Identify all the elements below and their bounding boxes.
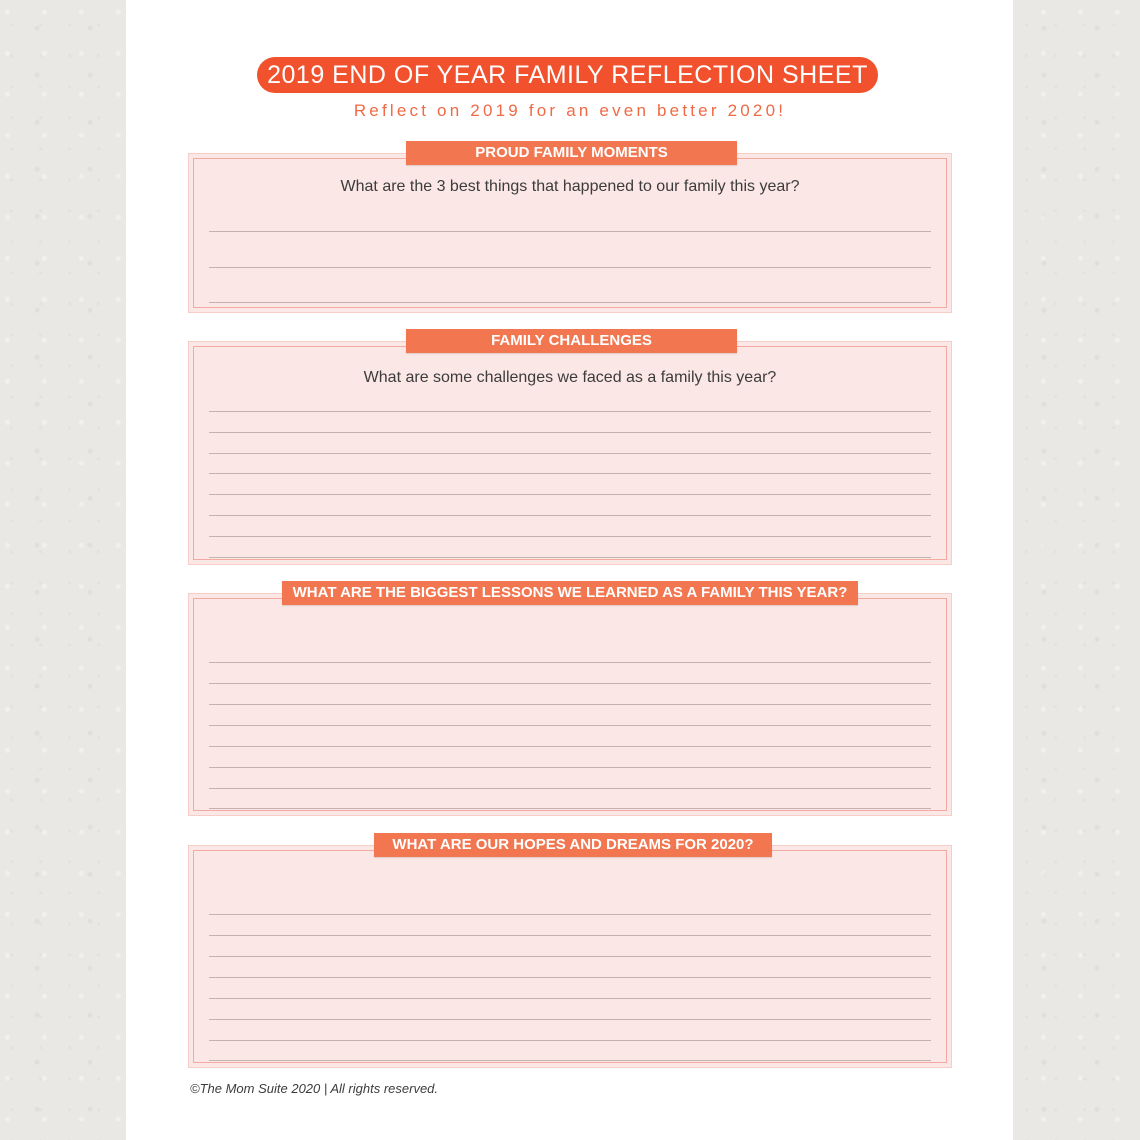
writing-line[interactable] xyxy=(209,914,931,915)
section-heading: FAMILY CHALLENGES xyxy=(406,329,737,353)
page-title: 2019 END OF YEAR FAMILY REFLECTION SHEET xyxy=(257,57,878,93)
writing-line[interactable] xyxy=(209,767,931,768)
writing-line[interactable] xyxy=(209,515,931,516)
writing-line[interactable] xyxy=(209,536,931,537)
writing-line[interactable] xyxy=(209,453,931,454)
section-heading: WHAT ARE OUR HOPES AND DREAMS FOR 2020? xyxy=(374,833,772,857)
writing-line[interactable] xyxy=(209,683,931,684)
copyright-footer: ©The Mom Suite 2020 | All rights reserved. xyxy=(190,1081,439,1096)
writing-line[interactable] xyxy=(209,557,931,558)
writing-line[interactable] xyxy=(209,808,931,809)
writing-line[interactable] xyxy=(209,231,931,232)
writing-line[interactable] xyxy=(209,1060,931,1061)
writing-line[interactable] xyxy=(209,977,931,978)
writing-line[interactable] xyxy=(209,411,931,412)
writing-line[interactable] xyxy=(209,494,931,495)
writing-line[interactable] xyxy=(209,725,931,726)
writing-line[interactable] xyxy=(209,704,931,705)
writing-line[interactable] xyxy=(209,935,931,936)
writing-line[interactable] xyxy=(209,1019,931,1020)
writing-line[interactable] xyxy=(209,746,931,747)
section-heading: PROUD FAMILY MOMENTS xyxy=(406,141,737,165)
writing-line[interactable] xyxy=(209,662,931,663)
writing-line[interactable] xyxy=(209,267,931,268)
section-question: What are the 3 best things that happened to our family this year? xyxy=(340,178,800,195)
section-question: What are some challenges we faced as a family this year? xyxy=(363,369,777,386)
writing-line[interactable] xyxy=(209,788,931,789)
writing-line[interactable] xyxy=(209,1040,931,1041)
section-proud-family-moments xyxy=(188,153,952,313)
page-subtitle: Reflect on 2019 for an even better 2020! xyxy=(353,101,787,120)
section-heading: WHAT ARE THE BIGGEST LESSONS WE LEARNED AS A FAMILY THIS YEAR? xyxy=(282,581,858,605)
writing-line[interactable] xyxy=(209,998,931,999)
writing-line[interactable] xyxy=(209,432,931,433)
writing-line[interactable] xyxy=(209,473,931,474)
writing-line[interactable] xyxy=(209,302,931,303)
writing-line[interactable] xyxy=(209,956,931,957)
